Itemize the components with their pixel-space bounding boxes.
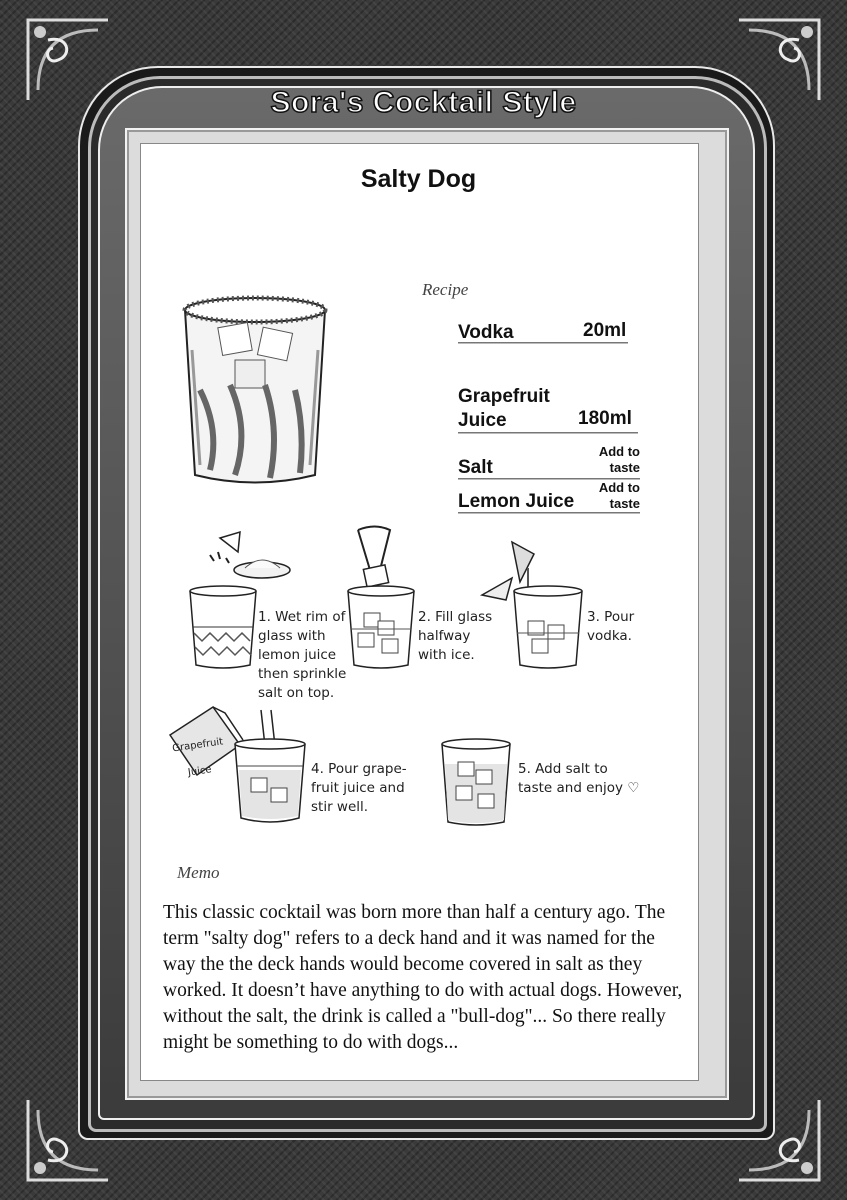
salty-dog-glass-icon — [180, 290, 330, 490]
step-2-text: 2. Fill glass halfway with ice. — [418, 609, 493, 663]
header-title: Sora's Cocktail Style — [270, 86, 577, 119]
finished-glass-icon — [440, 738, 512, 828]
ingredient-divider — [458, 342, 628, 344]
ingredient-amount: 180ml — [578, 408, 632, 429]
ingredient-amount — [580, 480, 640, 512]
glass-icon — [188, 585, 258, 670]
step-5-text: 5. Add salt to taste and enjoy ♡ — [518, 761, 640, 796]
memo-text: This classic cocktail was born more than half a century ago. The term "salty dog" refers to a deck hand and it was named for the way the the deck hands would become covered in salt as they worked. It doesn’t have anything to do with actual dogs. However, without the salt, the drink is called a "bull-dog"... So there really might be something to do with dogs... — [163, 902, 683, 1053]
glass-with-straw-icon — [233, 708, 308, 828]
ingredient-amount: 20ml — [583, 320, 627, 341]
ingredient-divider — [458, 512, 640, 514]
ingredient-amount-line: taste — [609, 460, 640, 475]
carton-label-line: Grapefruit — [171, 736, 224, 755]
lemon-and-salt-icon — [200, 530, 295, 582]
ingredient-name: Juice — [458, 410, 507, 431]
carton-label-line: Juice — [187, 764, 213, 779]
ingredient-name: Vodka — [458, 322, 514, 343]
recipe-title: Salty Dog — [360, 165, 477, 193]
carton-label — [170, 723, 227, 794]
recipe-label: Recipe — [422, 280, 469, 299]
ingredient-name: Lemon Juice — [458, 491, 575, 512]
ingredient-amount-line: Add to — [598, 480, 640, 495]
glass-with-ice-icon — [346, 585, 416, 670]
ingredient-amount-line: taste — [609, 496, 640, 511]
ingredient-amount — [580, 444, 640, 476]
glass-with-ice-icon — [512, 585, 584, 670]
ice-tongs-icon — [350, 525, 400, 590]
step-3-text: 3. Pour vodka. — [587, 609, 635, 644]
ingredient-name: Grapefruit — [458, 386, 550, 407]
step-1-text: 1. Wet rim of glass with lemon juice then sprinkle salt on top. — [258, 609, 347, 701]
memo-label: Memo — [177, 863, 220, 882]
ingredient-divider — [458, 432, 638, 434]
step-4-text: 4. Pour grape- fruit juice and stir well. — [311, 761, 407, 815]
ingredient-name: Salt — [458, 457, 493, 478]
ingredient-amount-line: Add to — [598, 444, 640, 459]
